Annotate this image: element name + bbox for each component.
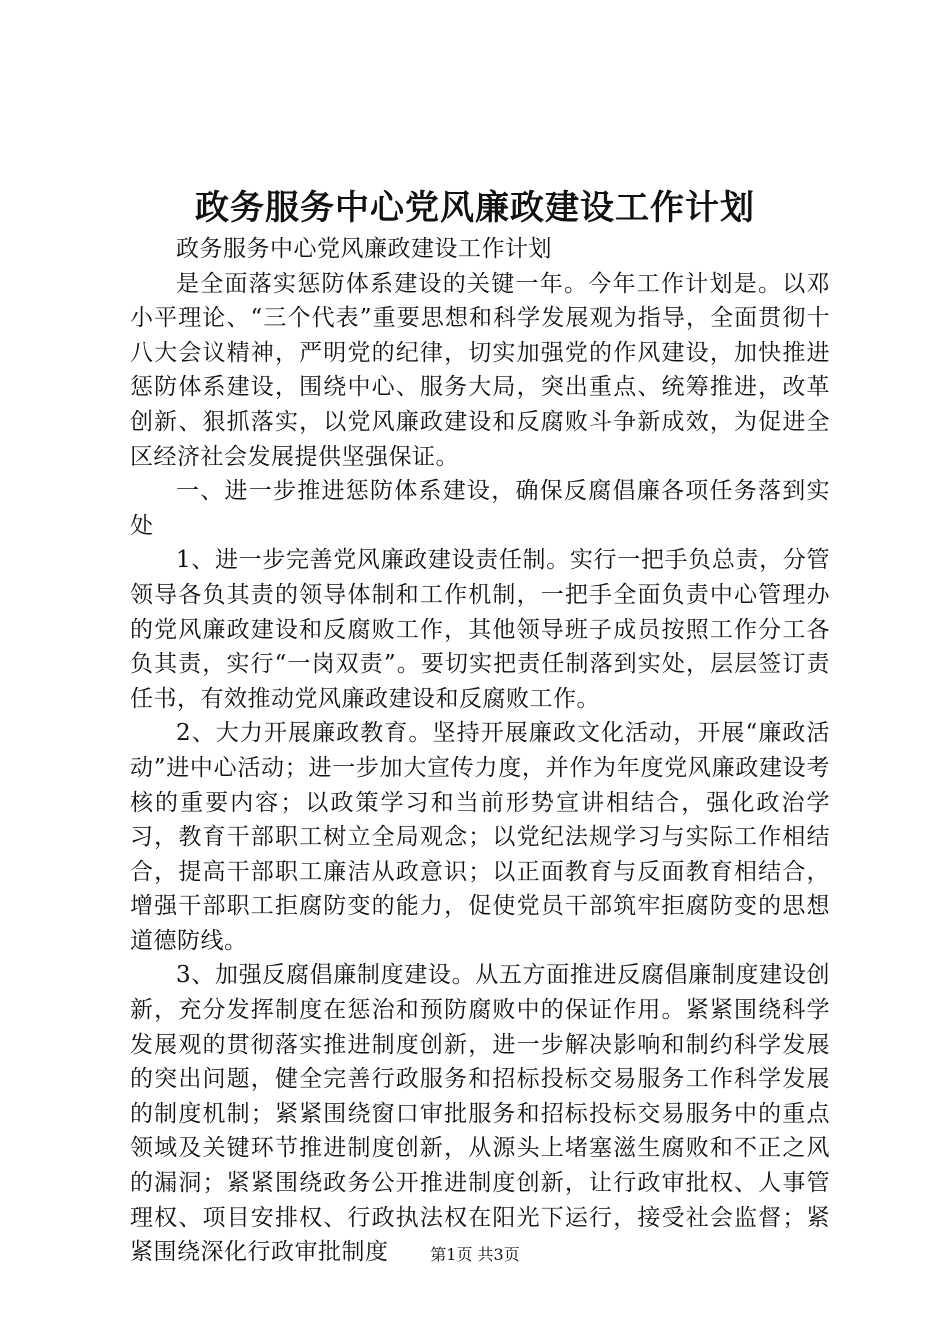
page-footer: 第1页 共3页 — [430, 1245, 520, 1264]
paragraph-item-2: 2、大力开展廉政教育。坚持开展廉政文化活动，开展“廉政活动”进中心活动；进一步加大宣传力度，并作为年度党风廉政建设考核的重要内容；以政策学习和当前形势宣讲相结合，强化政治学习，教育干部职工树立全局观念；以党纪法规学习与实际工作相结合，提高干部职工廉洁从政意识；以正面教育与反面教育相结合，增强干部职工拒腐防变的能力，促使党员干部筑牢拒腐防变的思想道德防线。 — [130, 720, 830, 954]
document-title: 政务服务中心党风廉政建设工作计划 — [195, 188, 755, 228]
paragraph-intro: 是全面落实惩防体系建设的关键一年。今年工作计划是。以邓小平理论、“三个代表”重要思想和科学发展观为指导，全面贯彻十八大会议精神，严明党的纪律，切实加强党的作风建设，加快推进惩防体系建设，围绕中心、服务大局，突出重点、统筹推进，改革创新、狠抓落实，以党风廉政建设和反腐败斗争新成效，为促进全区经济社会发展提供坚强保证。 — [130, 270, 830, 470]
paragraph-item-1: 1、进一步完善党风廉政建设责任制。实行一把手负总责，分管领导各负其责的领导体制和工作机制，一把手全面负责中心管理办的党风廉政建设和反腐败工作，其他领导班子成员按照工作分工各负其责，实行“一岗双责”。要切实把责任制落到实处，层层签订责任书，有效推动党风廉政建设和反腐败工作。 — [130, 547, 830, 712]
section-heading-1: 一、进一步推进惩防体系建设，确保反腐倡廉各项任务落到实处 — [130, 478, 830, 539]
paragraph-item-3: 3、加强反腐倡廉制度建设。从五方面推进反腐倡廉制度建设创新，充分发挥制度在惩治和预防腐败中的保证作用。紧紧围绕科学发展观的贯彻落实推进制度创新，进一步解决影响和制约科学发展的突出问题，健全完善行政服务和招标投标交易服务工作科学发展的制度机制；紧紧围绕窗口审批服务和招标投标交易服务中的重点领域及关键环节推进制度创新，从源头上堵塞滋生腐败和不正之风的漏洞；紧紧围绕政务公开推进制度创新，让行政审批权、人事管理权、项目安排权、行政执法权在阳光下运行，接受社会监督；紧紧围绕深化行政审批制度 — [130, 962, 830, 1266]
document-body — [130, 232, 830, 1270]
paragraph-subtitle: 政务服务中心党风廉政建设工作计划 — [176, 236, 552, 262]
